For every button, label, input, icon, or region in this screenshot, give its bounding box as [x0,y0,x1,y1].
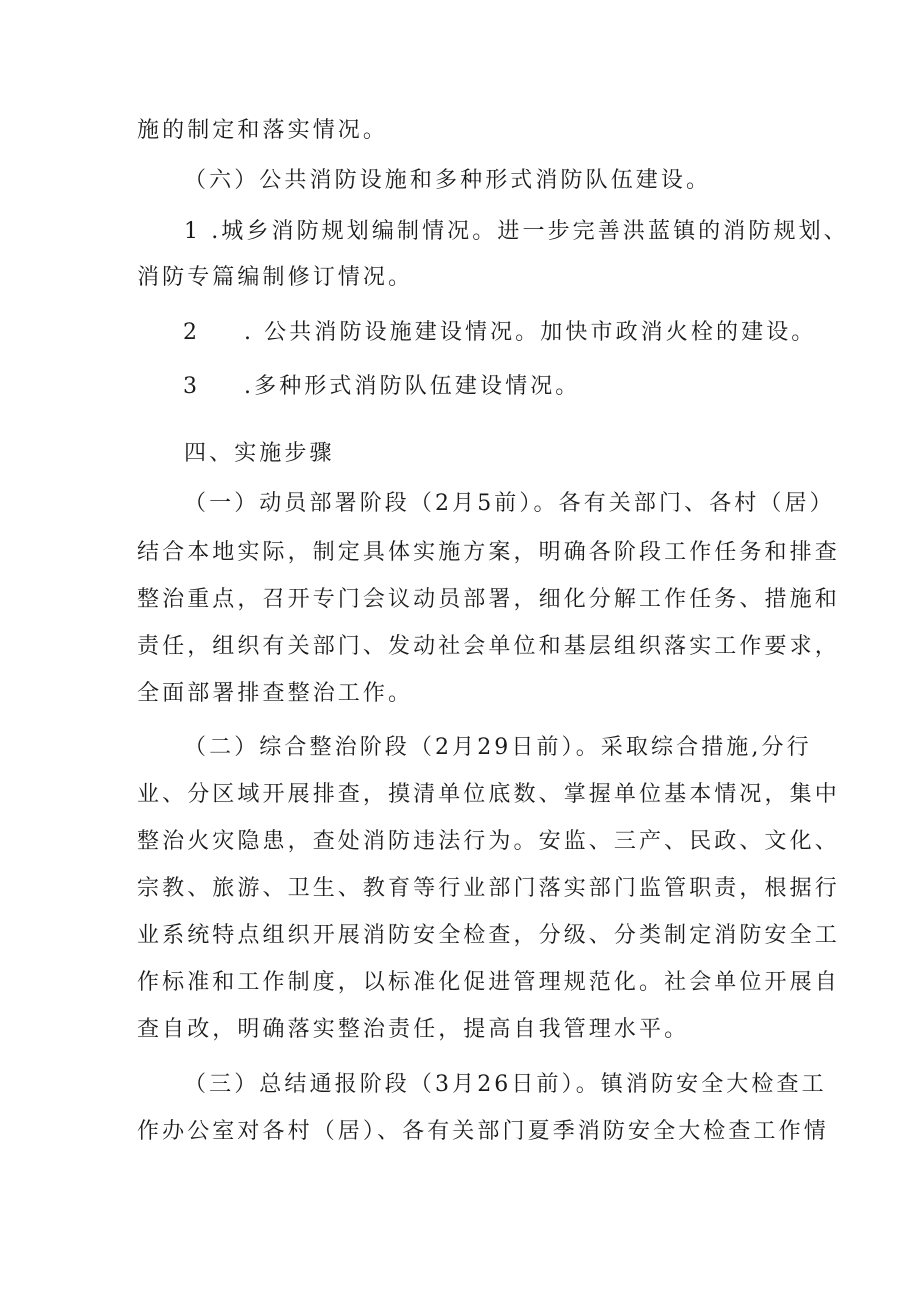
text-line: 责任，组织有关部门、发动社会单位和基层组织落实工作要求， [137,634,840,659]
text-line: 结合本地实际，制定具体实施方案，明确各阶段工作任务和排查 [137,540,840,565]
text-line: 查自改，明确落实整治责任，提高自我管理水平。 [137,1017,690,1042]
text-line: 1 .城乡消防规划编制情况。进一步完善洪蓝镇的消防规划、 [184,219,849,244]
text-line: （一）动员部署阶段（2月5前）。各有关部门、各村（居） [184,491,835,516]
text-line: 整治重点，召开专门会议动员部署，细化分解工作任务、措施和 [137,587,840,612]
text-line: 施的制定和落实情况。 [137,118,389,143]
text-line: 业系统特点组织开展消防安全检查，分级、分类制定消防安全工 [137,923,840,948]
list-item-text: .多种形式消防队伍建设情况。 [244,374,581,399]
text-line: 作办公室对各村（居）、各有关部门夏季消防安全大检查工作情 [137,1119,829,1144]
section-heading: （六）公共消防设施和多种形式消防队伍建设。 [184,168,712,193]
chapter-heading: 四、实施步骤 [184,441,335,466]
text-line: 整治火灾隐患，查处消防违法行为。安监、三产、民政、文化、 [137,829,840,854]
list-item-text: . 公共消防设施建设情况。加快市政消火栓的建设。 [244,320,817,345]
text-line: （三）总结通报阶段（3月26日前）。镇消防安全大检查工 [184,1072,827,1097]
text-line: 宗教、旅游、卫生、教育等行业部门落实部门监管职责，根据行 [137,876,840,901]
text-line: 全面部署排查整治工作。 [137,681,414,706]
text-line: 作标准和工作制度，以标准化促进管理规范化。社会单位开展自 [137,970,840,995]
text-line: 消防专篇编制修订情况。 [137,265,414,290]
text-line: 业、分区域开展排查，摸清单位底数、掌握单位基本情况，集中 [137,782,840,807]
text-line: （二）综合整治阶段（2月29日前）。采取综合措施,分行 [184,735,812,760]
list-number: 3 [183,374,197,399]
list-number: 2 [183,320,197,345]
